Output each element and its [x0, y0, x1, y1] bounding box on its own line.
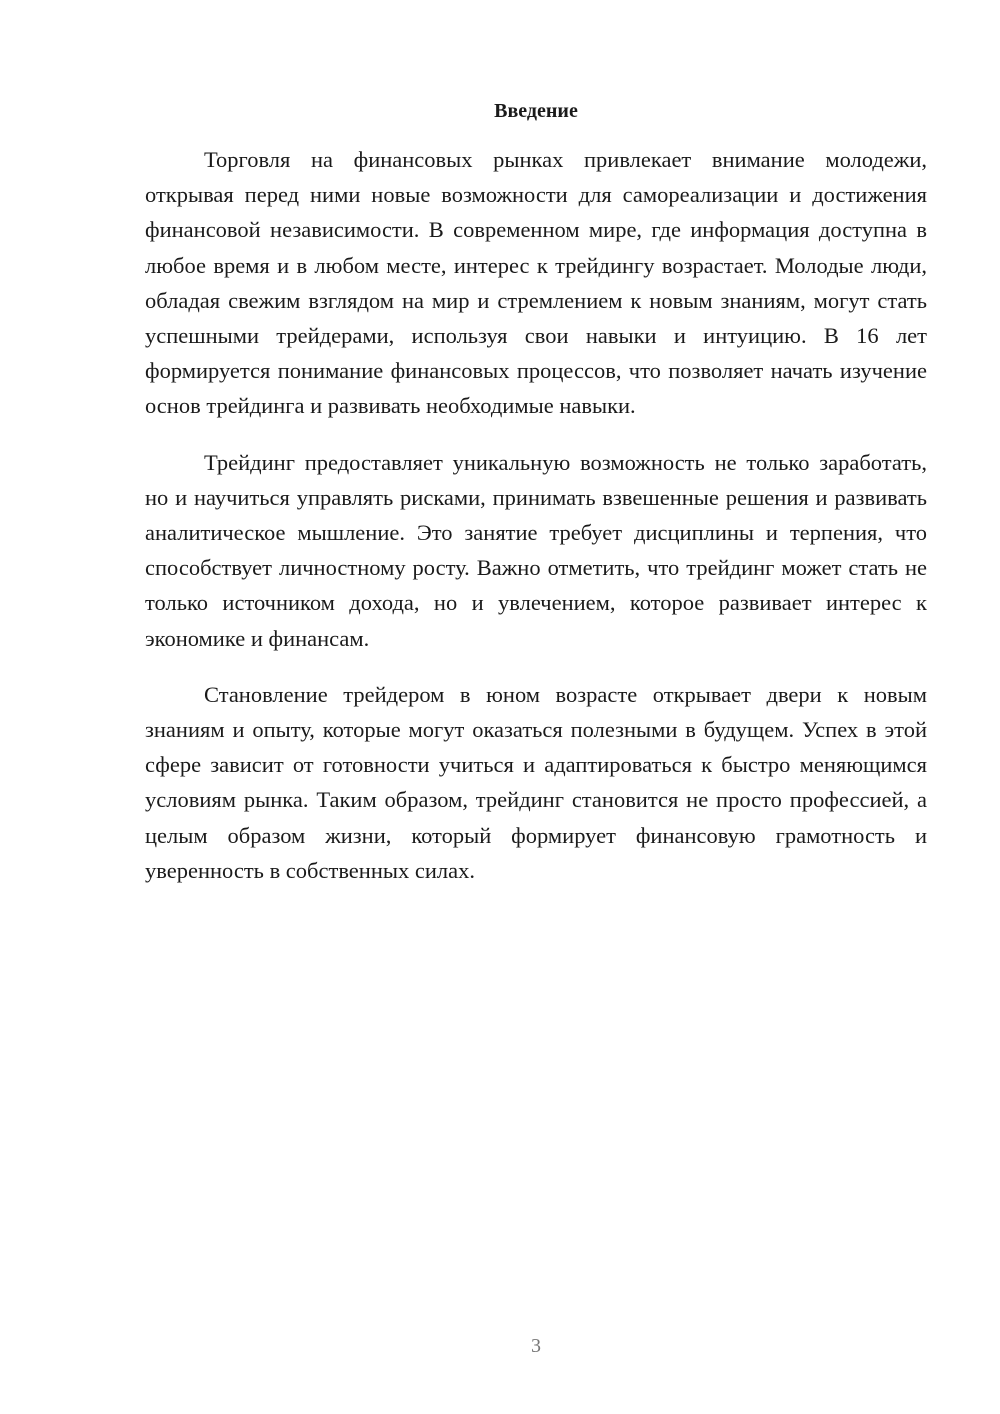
paragraph-3: Становление трейдером в юном возрасте открывает двери к новым знаниям и опыту, которые могут оказаться полезными в будущем. Успех в этой сфере зависит от готовности учиться и адаптироваться к быстро меняющимся условиям рынка. Таким образом, трейдинг становится не просто профессией, а целым образом жизни, который формирует финансовую грамотность и уверенность в собственных силах. [145, 681, 927, 883]
page-title: Введение [494, 100, 578, 122]
page-number: 3 [531, 1335, 541, 1357]
paragraph-2: Трейдинг предоставляет уникальную возможность не только заработать, но и научиться управлять рисками, принимать взвешенные решения и развивать аналитическое мышление. Это занятие требует дисциплины и терпения, что способствует личностному росту. Важно отметить, что трейдинг может стать не только источником дохода, но и увлечением, которое развивает интерес к экономике и финансам. [145, 449, 927, 651]
paragraph-1: Торговля на финансовых рынках привлекает внимание молодежи, открывая перед ними новые возможности для самореализации и достижения финансовой независимости. В современном мире, где информация доступна в любое время и в любом месте, интерес к трейдингу возрастает. Молодые люди, обладая свежим взглядом на мир и стремлением к новым знаниям, могут стать успешными трейдерами, используя свои навыки и интуицию. В 16 лет формируется понимание финансовых процессов, что позволяет начать изучение основ трейдинга и развивать необходимые навыки. [145, 147, 927, 419]
body-text [145, 142, 927, 909]
